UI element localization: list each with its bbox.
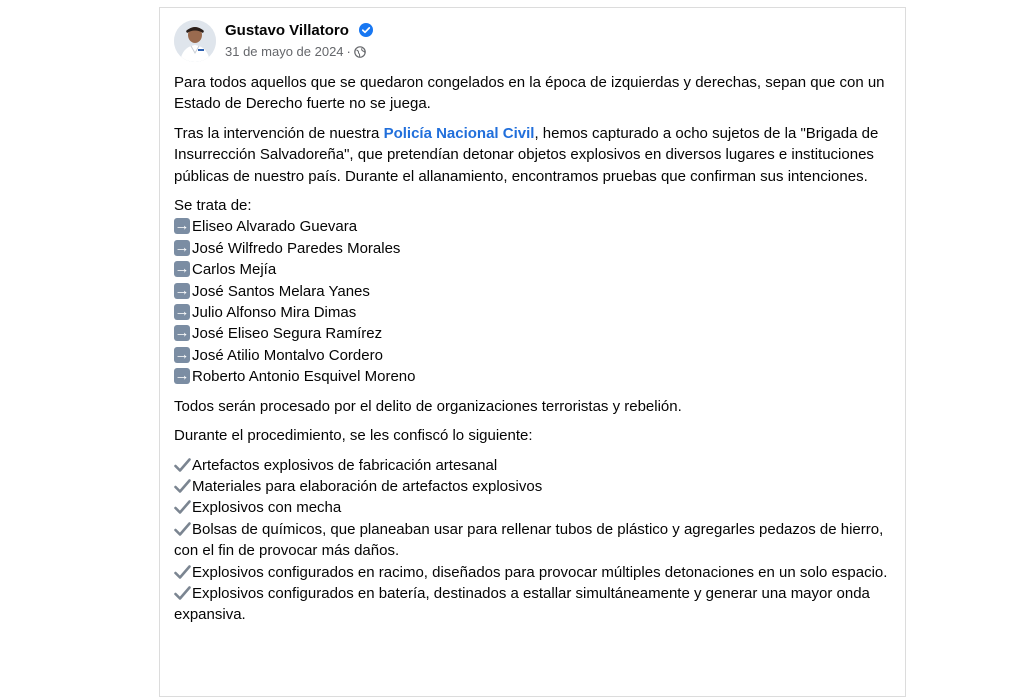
list-item: →Roberto Antonio Esquivel Moreno [174,366,892,387]
list-item: →Carlos Mejía [174,259,892,280]
right-arrow-icon [174,261,190,277]
check-mark-icon [174,521,191,537]
seized-items-list [174,455,892,626]
post-body [174,72,892,626]
author-name[interactable] [225,22,373,39]
right-arrow-icon [174,218,190,234]
post-date[interactable]: 31 de mayo de 2024 [225,44,344,59]
list-item: Explosivos configurados en batería, destinados a estallar simultáneamente y generar una mayor onda expansiva. [174,584,870,624]
post-header [174,20,874,66]
check-mark-icon [174,499,191,515]
paragraph-capture [174,123,892,187]
right-arrow-icon [174,325,190,341]
check-mark-icon [174,585,191,601]
post-meta [225,44,366,59]
list-item: →Eliseo Alvarado Guevara [174,216,892,237]
right-arrow-icon [174,304,190,320]
list-item: Explosivos con mecha [174,497,892,518]
list-item: →José Atilio Montalvo Cordero [174,345,892,366]
names-list [174,216,892,387]
verified-badge-icon [359,23,373,37]
list-item: →Julio Alfonso Mira Dimas [174,302,892,323]
names-list-intro: Se trata de: [174,197,252,215]
list-item: Bolsas de químicos, que planeaban usar para rellenar tubos de plástico y agregarles pedazos de hierro, con el fin de provocar más daños. [174,520,884,560]
list-item: →José Eliseo Segura Ramírez [174,323,892,344]
paragraph-capture-start: Tras la intervención de nuestra [174,124,384,142]
list-item: →José Santos Melara Yanes [174,281,892,302]
post-card [159,7,906,697]
right-arrow-icon [174,368,190,384]
check-mark-icon [174,564,191,580]
avatar[interactable] [174,20,216,62]
paragraph-seized-intro: Durante el procedimiento, se les confiscó lo siguiente: [174,427,533,445]
meta-separator: · [346,44,351,59]
paragraph-intro: Para todos aquellos que se quedaron congelados en la época de izquierdas y derechas, sepan que con un Estado de Derecho fuerte no se juega. [174,74,885,113]
list-item: Artefactos explosivos de fabricación artesanal [174,455,892,476]
list-item: Explosivos configurados en racimo, diseñados para provocar múltiples detonaciones en un solo espacio. [174,562,892,583]
right-arrow-icon [174,347,190,363]
check-mark-icon [174,457,191,473]
paragraph-capture-end: , hemos capturado a ocho sujetos de la "Brigada de Insurrección Salvadoreña", que pretendían detonar objetos explosivos en diversos lugares e instituciones públicas de nuestro país. Durante el allanamiento, encontramos pruebas que confirman sus intenciones. [174,124,879,185]
right-arrow-icon [174,240,190,256]
list-item: →José Wilfredo Paredes Morales [174,238,892,259]
policia-nacional-civil-link[interactable]: Policía Nacional Civil [383,124,535,142]
right-arrow-icon [174,283,190,299]
list-item: Materiales para elaboración de artefactos explosivos [174,476,892,497]
check-mark-icon [174,478,191,494]
paragraph-charges: Todos serán procesado por el delito de organizaciones terroristas y rebelión. [174,397,682,415]
globe-icon[interactable] [354,46,366,58]
author-name-text[interactable]: Gustavo Villatoro [225,22,349,39]
